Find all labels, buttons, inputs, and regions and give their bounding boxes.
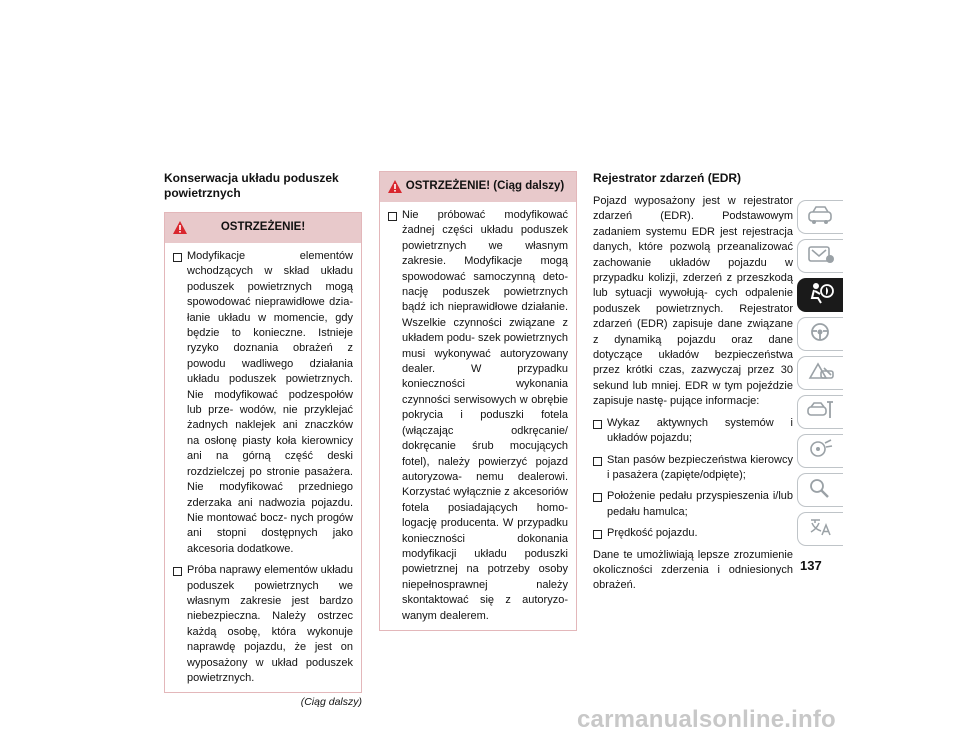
warning-box bbox=[164, 212, 362, 693]
warning-title: OSTRZEŻENIE! bbox=[220, 221, 306, 234]
warning-body bbox=[165, 243, 361, 692]
page-number: 137 bbox=[800, 558, 822, 573]
list-item: Położenie pedału przyspieszenia i/lub pedału hamulca; bbox=[593, 489, 793, 520]
warning-header bbox=[165, 213, 361, 243]
tab-safety[interactable] bbox=[797, 278, 843, 312]
list-item: Modyfikacje elementów wchodzących w skład układu poduszek powietrznych mogą spowodować nieprawidłowe dzia- łanie układu w momencie, gdy będzie to konieczne. Istnieje ryzyko doznania obrażeń z powodu wadliwego działania układu poduszek powietrznych. Nie modyfikować podzespołów lub prze- wodów, nie przyklejać żadnych naklejek ani znaczków na osłonę piasty koła kierownicy ani na górną część deski rozdzielczej po stronie pasażera. Nie modyfikować przedniego zderzaka ani nadwozia pojazdu. Nie montować bocz- nych progów ani stopni dostępnych jako akcesoria dodatkowe. bbox=[173, 249, 353, 557]
edr-outro: Dane te umożliwiają lepsze zrozumienie okoliczności zderzenia i odniesionych obrażeń. bbox=[593, 548, 793, 592]
airbag-seat-icon bbox=[806, 281, 836, 310]
checkbox-bullet-icon bbox=[593, 493, 602, 502]
continued-note: (Ciąg dalszy) bbox=[300, 696, 362, 709]
list-item: Nie próbować modyfikować żadnej części układu poduszek powietrznych we własnym zakresie. Modyfikacje mogą spowodować samoczynną deto- nację poduszek powietrznych bądź ich nieprawidłowe działanie. Wszelkie czynności związane z układem podu- szek powietrznych musi wykonywać autoryzowany dealer. W przypadku konieczności wykonania czynności serwisowych w obrębie pokrycia i poduszki fotela (włączając odkręcanie/ dokręcanie śrub mocujących fotel), należy powierzyć pojazd autoryzowa- nemu dealerowi. Korzystać wyłącznie z akcesoriów fotela posiadających homo- logację producenta. W przypadku konieczności dokonania modyfikacji układu poduszki powietrznej na potrzeby osoby niepełnosprawnej należy skontaktować się z autoryzo- wanym dealerem. bbox=[388, 208, 568, 624]
column-1 bbox=[164, 171, 362, 711]
warning-body bbox=[380, 202, 576, 630]
checkbox-bullet-icon bbox=[593, 420, 602, 429]
section-heading-edr: Rejestrator zdarzeń (EDR) bbox=[593, 171, 742, 185]
car-service-icon bbox=[806, 399, 836, 426]
steering-wheel-icon bbox=[806, 321, 836, 348]
media-icon bbox=[806, 438, 836, 465]
tab-emergency[interactable] bbox=[797, 356, 843, 390]
tab-warning-lights[interactable] bbox=[797, 239, 843, 273]
edr-intro: Pojazd wyposażony jest w rejestrator zdarzeń (EDR). Podstawowym zadaniem systemu EDR jest rejestracja danych, które pozwolą przeanalizować zachowanie układów pojazdu w przypadku kolizji, zderzeń z przeszkodą lub sytuacji wywołują- cych odpalenie poduszek powietrznych. Rejestrator zdarzeń (EDR) zapisuje dane związane z dynamiką pojazdu oraz dane dotyczące układów bezpieczeństwa przez krótki czas, zazwyczaj przez 30 sekund lub mniej. EDR w tym pojeździe zapisuje nastę- pujące informacje: bbox=[593, 195, 793, 408]
column-2 bbox=[379, 171, 577, 631]
tab-dashboard[interactable] bbox=[797, 200, 843, 234]
watermark: carmanualsonline.info bbox=[577, 706, 836, 733]
tab-driving[interactable] bbox=[797, 317, 843, 351]
list-item: Wykaz aktywnych systemów i układów pojazdu; bbox=[593, 416, 793, 447]
warning-box-continued bbox=[379, 171, 577, 631]
tab-index[interactable] bbox=[797, 473, 843, 507]
warning-triangle-icon bbox=[387, 179, 403, 199]
warning-title: OSTRZEŻENIE! (Ciąg dalszy) bbox=[405, 180, 565, 193]
list-item: Prędkość pojazdu. bbox=[593, 526, 793, 541]
chapter-tabs bbox=[797, 200, 843, 551]
checkbox-bullet-icon bbox=[593, 530, 602, 539]
warning-lights-icon bbox=[806, 243, 836, 270]
warning-triangle-icon bbox=[172, 220, 188, 240]
checkbox-bullet-icon bbox=[593, 457, 602, 466]
checkbox-bullet-icon bbox=[173, 253, 182, 262]
checkbox-bullet-icon bbox=[173, 567, 182, 576]
section-heading-airbag-maintenance: Konserwacja układu poduszek powietrznych bbox=[164, 171, 339, 200]
list-item: Próba naprawy elementów układu poduszek powietrznych we własnym zakresie jest bardzo niebezpieczna. Należy ostrzec każdą osobę, która wykonuje naprawdę pojazdu, że jest on wyposażony w układ poduszek powietrznych. bbox=[173, 563, 353, 686]
checkbox-bullet-icon bbox=[388, 212, 397, 221]
warning-header bbox=[380, 172, 576, 202]
list-item: Stan pasów bezpieczeństwa kierowcy i pasażera (zapięte/odpięte); bbox=[593, 453, 793, 484]
tab-service[interactable] bbox=[797, 395, 843, 429]
language-icon bbox=[806, 516, 836, 543]
tab-multimedia[interactable] bbox=[797, 434, 843, 468]
search-index-icon bbox=[806, 477, 836, 504]
dashboard-car-icon bbox=[806, 204, 836, 231]
tab-languages[interactable] bbox=[797, 512, 843, 546]
roadside-warning-icon bbox=[806, 360, 836, 387]
column-3 bbox=[593, 171, 793, 600]
